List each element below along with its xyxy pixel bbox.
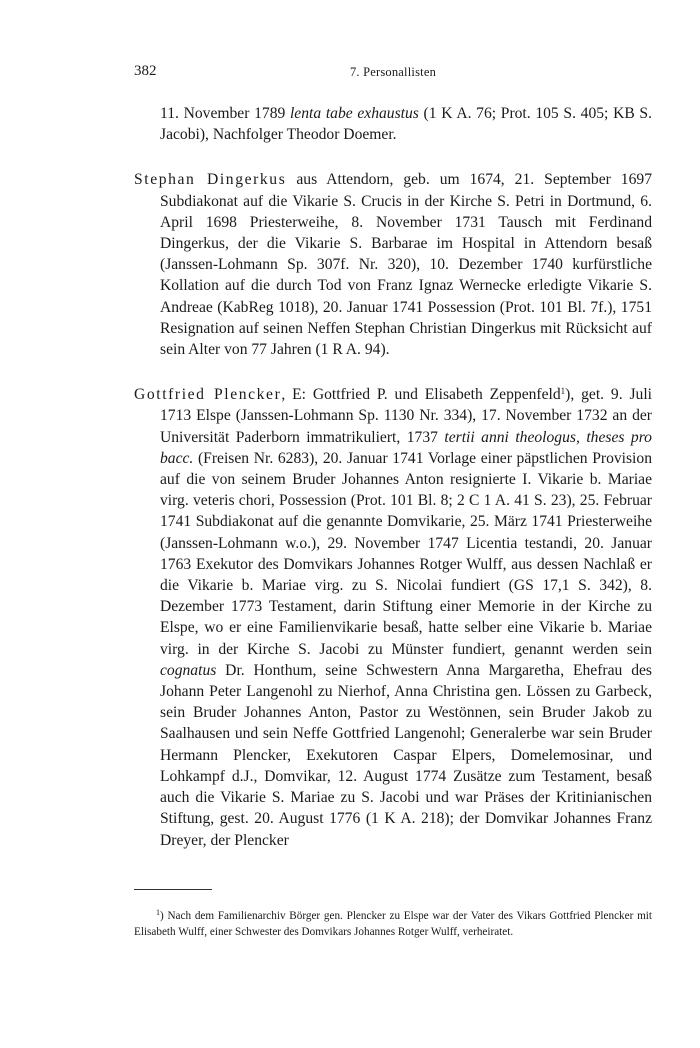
entry-name: Stephan Dingerkus: [134, 171, 287, 189]
entry-italic-phrase: tertii anni theologus, theses pro bacc.: [160, 428, 652, 467]
entry-text: aus Attendorn, geb. um 1674, 21. September 1697 Subdiakonat auf die Vikarie S. Crucis in der Kirche S. Petri in Dortmund, 6. April 1698 Priesterweihe, 8. November 1731 Tausch mit Ferdinand Dingerkus, der die Vikarie S. Barbarae im Hospital in Attendorn besaß (Janssen-Lohmann Sp. 307f. Nr. 320), 10. Dezember 1740 kurfürstliche Kollation auf die durch Tod von Franz Ignaz Wernecke erledigte Vikarie S. Andreae (KabReg 1018), 20. Januar 1741 Possession (Prot. 101 Bl. 7f.), 1751 Resignation auf seinen Neffen Stephan Christian Dingerkus mit Rücksicht auf sein Alter von 77 Jahren (1 R A. 94).: [160, 171, 652, 359]
entry-name: Gottfried Plencker: [134, 386, 282, 404]
entry-text-part-3: (Freisen Nr. 6283), 20. Januar 1741 Vorlage einer päpstlichen Provision auf die von seinem Bruder Johannes Anton resignierte I. Vikarie b. Mariae virg. veteris chori, Possession (Prot. 101 Bl. 8; 2 C 1 A. 41 S. 23), 25. Februar 1741 Subdiakonat auf die genannte Domvikarie, 25. März 1741 Priesterweihe (Janssen-Lohmann w.o.), 29. November 1747 Licentia testandi, 20. Januar 1763 Exekutor des Domvikars Johannes Rotger Wulff, aus dessen Nachlaß er die Vikarie b. Mariae virg. zu S. Nicolai fundiert (GS 17,1 S. 342), 8. Dezember 1773 Testament, darin Stiftung einer Memorie in der Kirche zu Elspe, wo er eine Familienvikarie besaß, hatte selber eine Vikarie b. Mariae virg. in der Kirche S. Jacobi zu Münster fundiert, genannt werden sein: [160, 449, 652, 658]
entry-text-part-1: , E: Gottfried P. und Elisabeth Zeppenfeld: [281, 386, 561, 404]
entry-italic-word: cognatus: [160, 661, 217, 679]
entry-text-part-4: Dr. Honthum, seine Schwestern Anna Margaretha, Ehefrau des Johann Peter Langenohl zu Nierhof, Anna Christina gen. Lössen zu Garbeck, sein Bruder Johannes Anton, Pastor zu Westönnen, sein Bruder Jakob zu Saalhausen und sein Neffe Gottfried Langenohl; Generalerbe war sein Bruder Hermann Plencker, Exekutoren Caspar Elpers, Domelemosinar, und Lohkampf d.J., Domvikar, 12. August 1774 Zusätze zum Testament, besaß auch die Vikarie S. Mariae zu S. Jacobi und war Präses der Kritinianischen Stiftung, gest. 20. August 1776 (1 K A. 218); der Domvikar Johannes Franz Dreyer, der Plencker: [160, 661, 652, 849]
entry-continuation-text: 11. November 1789: [160, 105, 290, 122]
footnote: [134, 908, 652, 940]
entry-plencker: [134, 384, 652, 850]
footnote-reference[interactable]: 1: [560, 386, 566, 397]
page-body: [134, 103, 652, 875]
entry-continuation-text-2: (1 K A. 76; Prot. 105 S. 405; KB S. Jacobi), Nachfolger Theodor Doemer.: [160, 105, 652, 144]
entry-continuation: [134, 103, 652, 145]
page-header: [134, 63, 652, 85]
footnote-divider: [134, 889, 212, 890]
running-head: 7. Personallisten: [349, 65, 437, 79]
footnote-text: ) Nach dem Familienarchiv Börger gen. Plencker zu Elspe war der Vater des Vikars Gottfried Plencker mit Elisabeth Wulff, einer Schwester des Domvikars Johannes Rotger Wulff, verheiratet.: [134, 910, 652, 939]
entry-dingerkus: [134, 169, 652, 360]
entry-continuation-italic: lenta tabe exhaustus: [289, 105, 419, 122]
footnote-marker: 1: [156, 908, 160, 918]
entry-text-part-2: ), get. 9. Juli 1713 Elspe (Janssen-Lohmann Sp. 1130 Nr. 334), 17. November 1732 an der Universität Paderborn immatrikuliert, 1737: [160, 386, 652, 446]
page-number: 382: [134, 63, 157, 79]
